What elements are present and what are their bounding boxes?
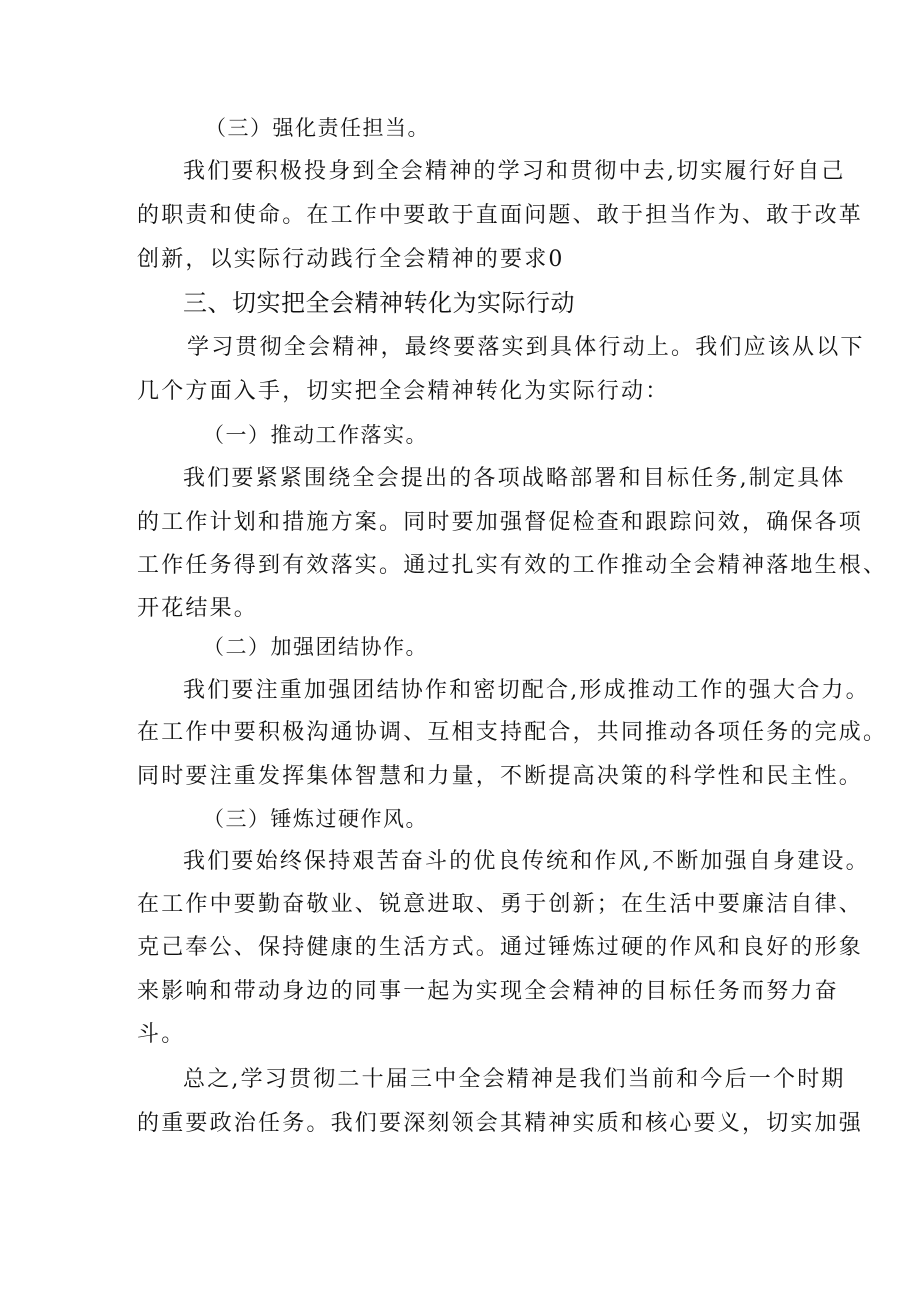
paragraph-line: 我们要积极投身到全会精神的学习和贯彻中去,切实履行好自己 [183,159,846,184]
paragraph-line: 学习贯彻全会精神，最终要落实到具体行动上。我们应该从以下 [187,335,865,360]
subheading-promote-work: （一）推动工作落实。 [203,423,428,447]
paragraph-line: 克己奉公、保持健康的生活方式。通过锤炼过硬的作风和良好的形象 [137,935,864,960]
subheading-style-temper: （三）锤炼过硬作风。 [203,807,428,831]
paragraph-line: 的职责和使命。在工作中要敢于直面问题、敢于担当作为、敢于改革 [137,203,864,228]
paragraph-line: 工作任务得到有效落实。通过扎实有效的工作推动全会精神落地生根、 [137,553,888,578]
subheading-strengthen-responsibility: （三）强化责任担当。 [205,116,430,140]
paragraph-line: 几个方面入手，切实把全会精神转化为实际行动： [137,379,670,404]
paragraph-line: 斗。 [137,1022,186,1047]
paragraph-line: 在工作中要积极沟通协调、互相支持配合，共同推动各项任务的完成。 [137,720,888,745]
paragraph-line: 我们要注重加强团结协作和密切配合,形成推动工作的强大合力。 [183,678,870,703]
paragraph-line: 来影响和带动身边的同事一起为实现全会精神的目标任务而努力奋 [137,979,839,1004]
paragraph-line: 的重要政治任务。我们要深刻领会其精神实质和核心要义，切实加强 [137,1111,864,1136]
subheading-unity-cooperation: （二）加强团结协作。 [203,635,428,659]
paragraph-line: 的工作计划和措施方案。同时要加强督促检查和跟踪问效，确保各项 [137,510,864,535]
paragraph-line: 开花结果。 [137,596,259,621]
paragraph-line: 总之,学习贯彻二十届三中全会精神是我们当前和今后一个时期 [183,1067,846,1092]
paragraph-line: 在工作中要勤奋敬业、锐意进取、勇于创新；在生活中要廉洁自律、 [137,892,864,917]
paragraph-line: 我们要始终保持艰苦奋斗的优良传统和作风,不断加强自身建设。 [183,849,870,874]
paragraph-line: 同时要注重发挥集体智慧和力量，不断提高决策的科学性和民主性。 [137,764,864,789]
paragraph-line: 创新，以实际行动践行全会精神的要求0 [137,247,565,272]
section-heading-three: 三、切实把全会精神转化为实际行动 [183,289,575,317]
paragraph-line: 我们要紧紧围绕全会提出的各项战略部署和目标任务,制定具体 [183,466,846,491]
